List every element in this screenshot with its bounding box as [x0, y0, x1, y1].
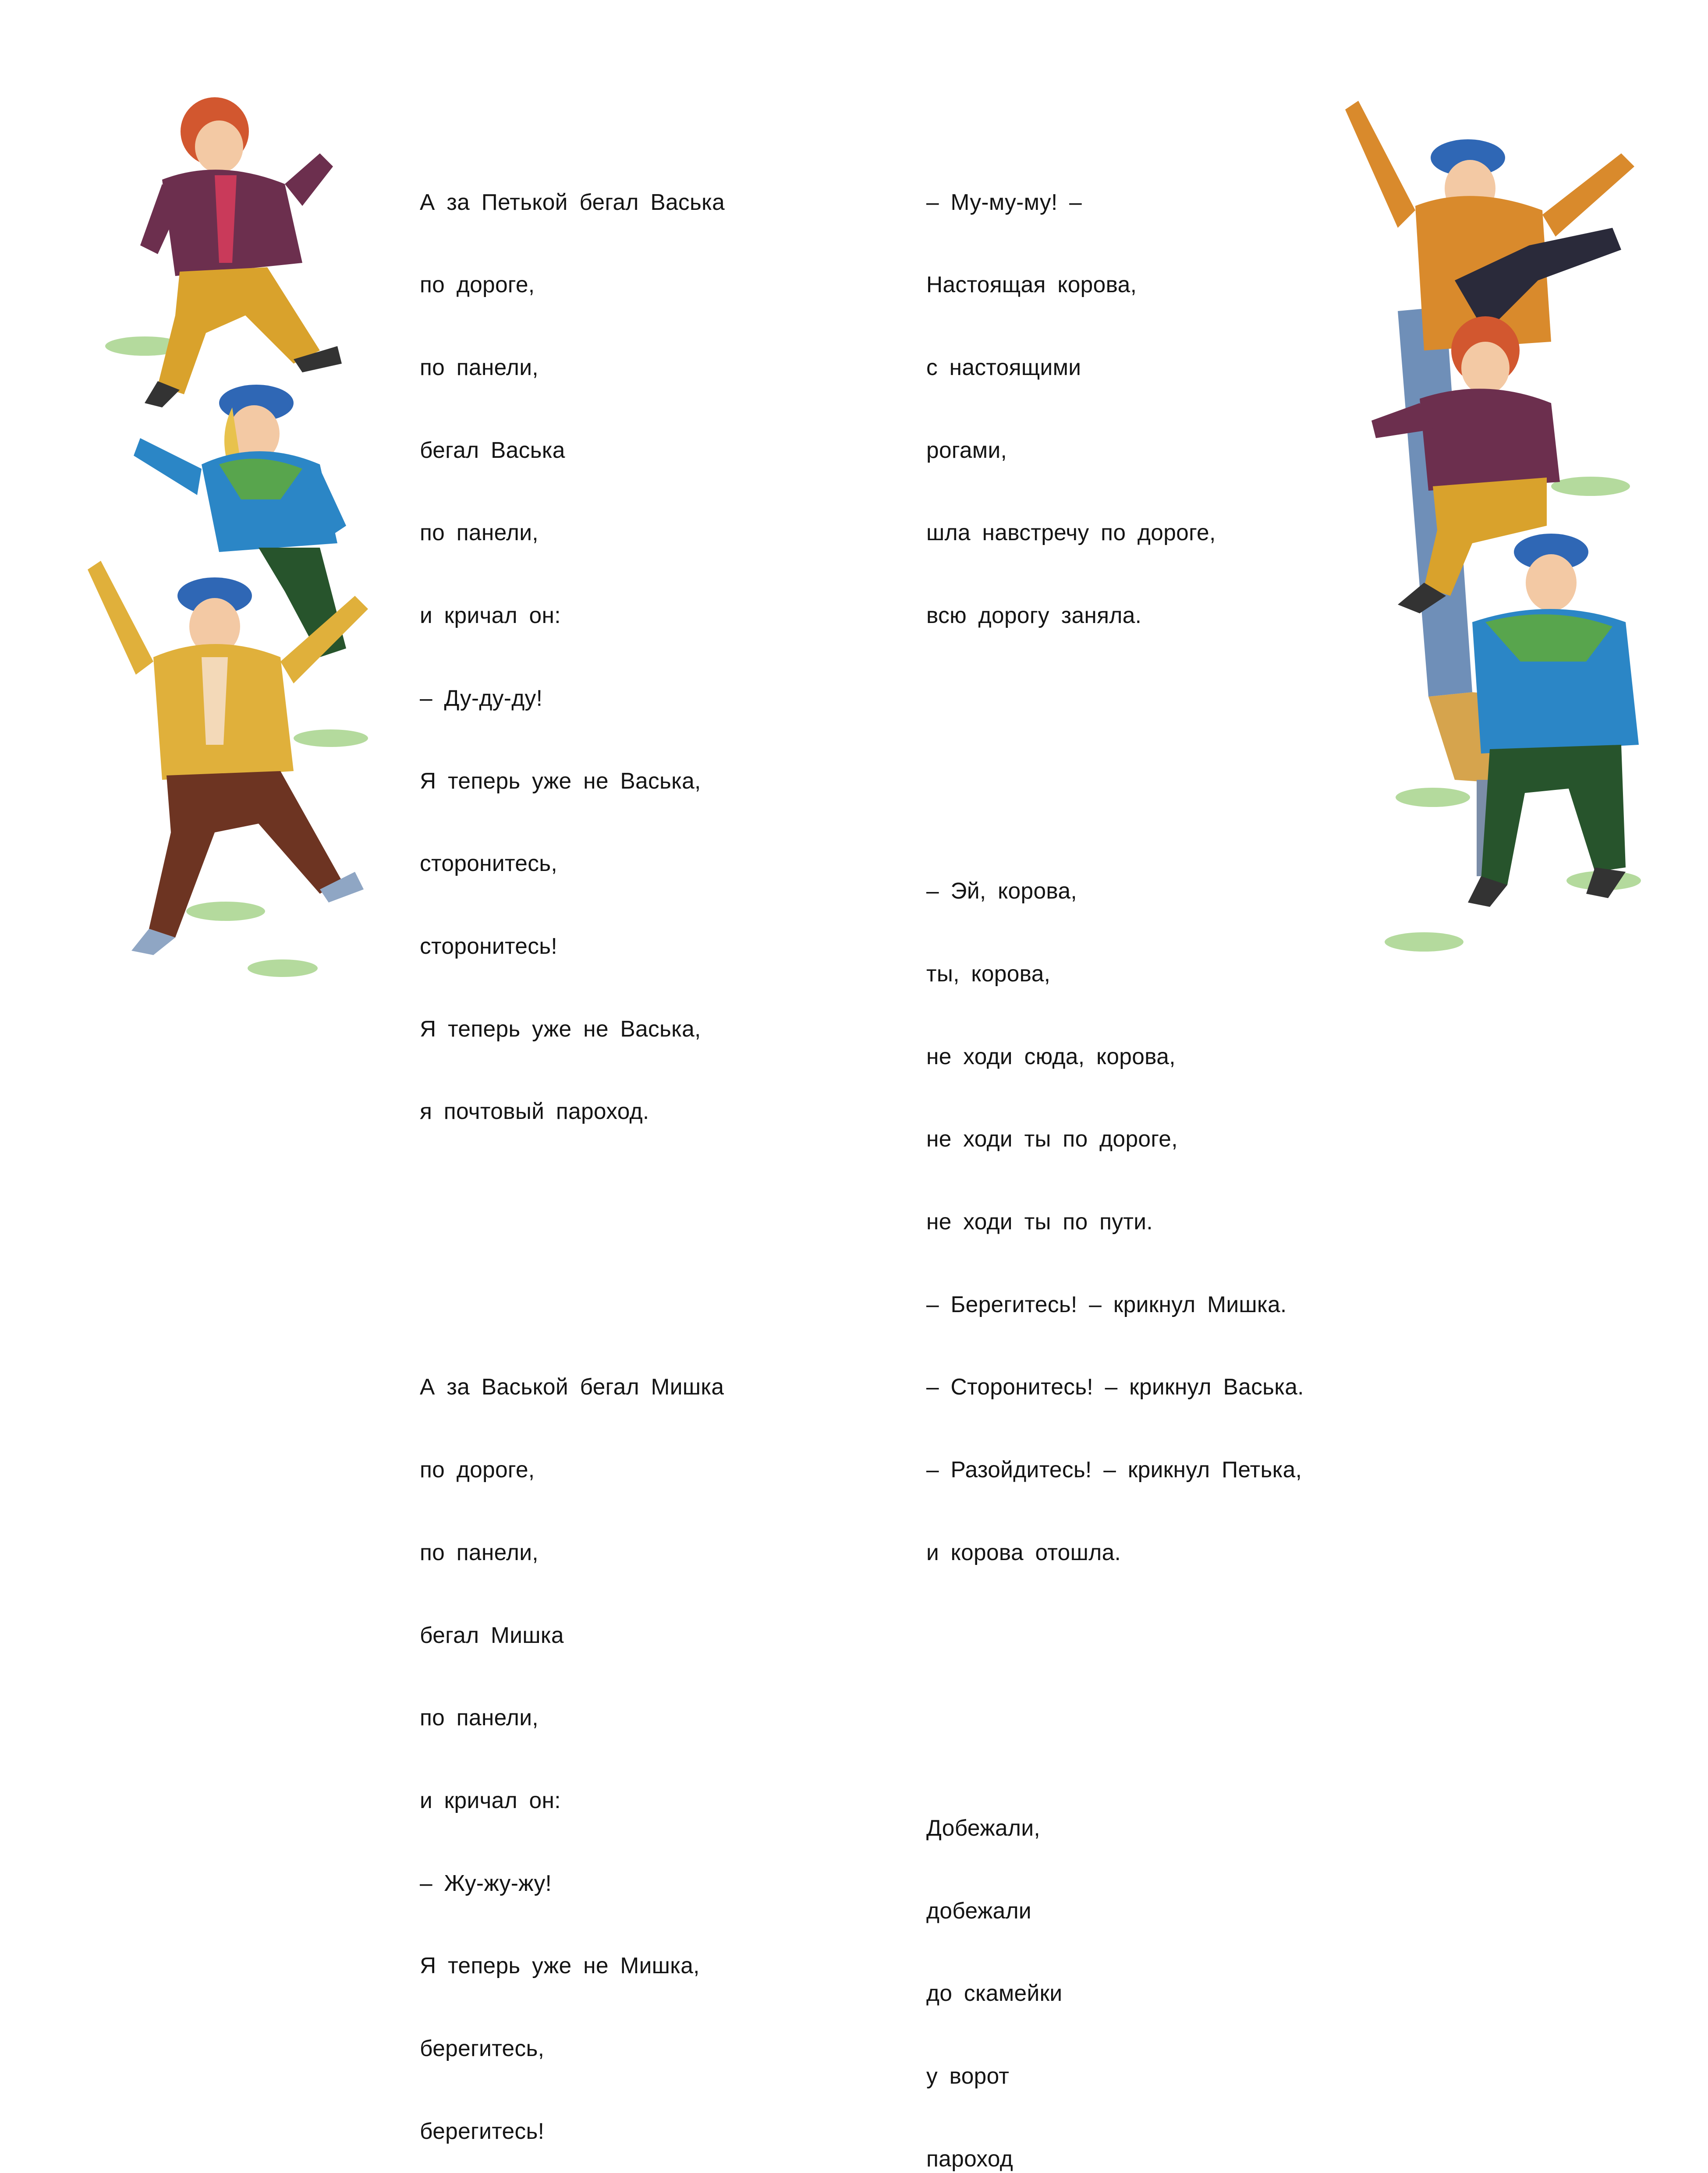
verse-line: ты, корова, [926, 960, 1051, 986]
verse-line: – Берегитесь! – крикнул Мишка. [926, 1291, 1287, 1317]
stanza-gap [420, 1235, 858, 1263]
verse-line: А за Васькой бегал Мишка [420, 1374, 724, 1400]
verse-line: шла навстречу по дороге, [926, 520, 1216, 545]
verse-line: и кричал он: [420, 602, 561, 628]
verse-line: у ворот [926, 2063, 1010, 2088]
right-illustration [1341, 0, 1674, 986]
boy-top [1345, 101, 1634, 350]
verse-line: – Ду-ду-ду! [420, 685, 543, 711]
verse-line: не ходи ты по пути. [926, 1208, 1153, 1234]
verse-line: Я теперь уже не Васька, [420, 1016, 701, 1041]
verse-line: – Эй, корова, [926, 878, 1077, 904]
verse-line: по панели, [420, 1705, 539, 1731]
verse-line: по дороге, [420, 1457, 535, 1483]
left-text-column [420, 78, 858, 2173]
verse-line: бегал Мишка [420, 1622, 564, 1648]
stanza [420, 133, 858, 1180]
verse-line: и корова отошла. [926, 1539, 1121, 1565]
verse-line: не ходи ты по дороге, [926, 1126, 1178, 1152]
left-illustration [74, 0, 408, 1008]
running-boys-illustration [74, 0, 408, 1008]
verse-line: пароход [926, 2145, 1013, 2171]
verse-line: – Жу-жу-жу! [420, 1870, 552, 1896]
verse-line: я почтовый пароход. [420, 1098, 649, 1124]
stanza [420, 1318, 858, 2173]
verse-line: сторонитесь, [420, 850, 558, 876]
verse-line: по дороге, [420, 272, 535, 297]
boys-on-bench-illustration [1341, 0, 1674, 986]
verse-line: сторонитесь! [420, 933, 558, 959]
stanza [926, 1759, 1364, 2173]
boy-petka [140, 97, 342, 407]
verse-line: бегал Васька [420, 437, 565, 463]
boy-mishka [134, 385, 346, 657]
verse-line: по панели, [420, 520, 539, 545]
verse-line: берегитесь, [420, 2035, 545, 2061]
verse-line: Настоящая корова, [926, 272, 1137, 297]
verse-line: Добежали, [926, 1815, 1040, 1840]
verse-line: А за Петькой бегал Васька [420, 189, 725, 215]
stanza-gap [926, 740, 1364, 767]
verse-line: Я теперь уже не Васька, [420, 768, 701, 793]
verse-line: – Му-му-му! – [926, 189, 1082, 215]
verse-line: рогами, [926, 437, 1007, 463]
verse-line: по панели, [420, 354, 539, 380]
verse-line: Я теперь уже не Мишка, [420, 1953, 700, 1978]
stanza [926, 133, 1364, 684]
stanza [926, 822, 1364, 1621]
verse-line: и кричал он: [420, 1787, 561, 1813]
verse-line: всю дорогу заняла. [926, 602, 1142, 628]
verse-line: – Разойдитесь! – крикнул Петька, [926, 1457, 1302, 1483]
verse-line: с настоящими [926, 354, 1081, 380]
stanza-gap [926, 1676, 1364, 1704]
verse-line: – Сторонитесь! – крикнул Васька. [926, 1374, 1304, 1400]
verse-line: по панели, [420, 1539, 539, 1565]
verse-line: не ходи сюда, корова, [926, 1043, 1176, 1069]
verse-line: берегитесь! [420, 2118, 545, 2144]
boy-bottom [1468, 534, 1639, 907]
right-text-column [926, 78, 1364, 2173]
verse-line: добежали [926, 1897, 1031, 1923]
verse-line: до скамейки [926, 1980, 1063, 2006]
